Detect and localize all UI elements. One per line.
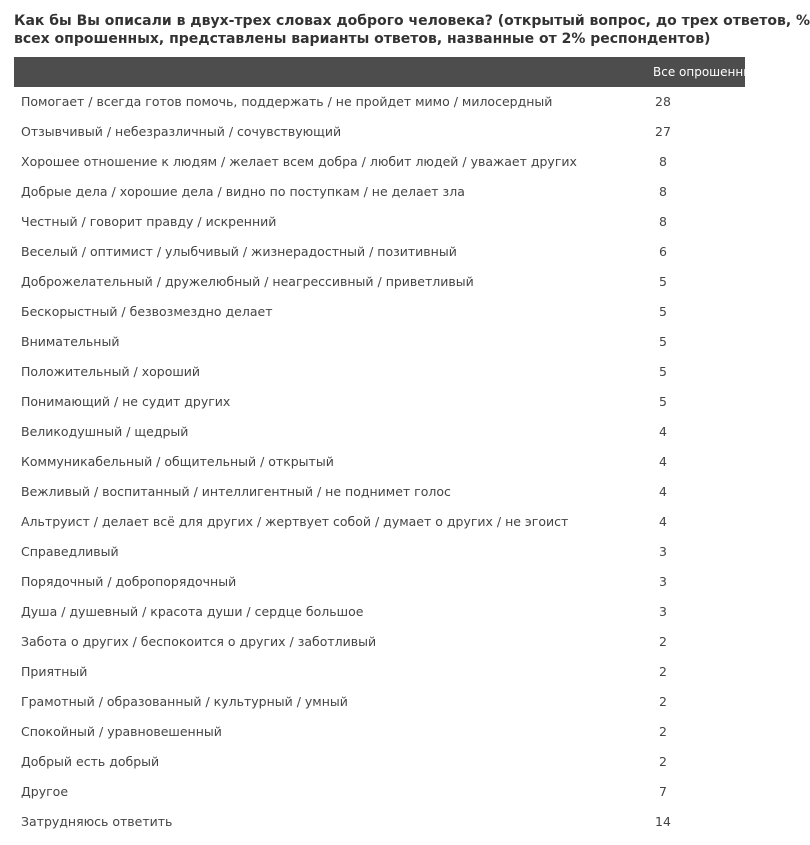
row-value: 8 xyxy=(659,214,667,229)
row-value: 8 xyxy=(659,154,667,169)
table-row xyxy=(14,777,745,807)
row-label: Другое xyxy=(21,784,69,799)
row-value: 3 xyxy=(659,574,667,589)
row-value: 5 xyxy=(659,334,667,349)
table-row xyxy=(14,357,745,387)
table-row xyxy=(14,627,745,657)
row-label: Хорошее отношение к людям / желает всем добра / любит людей / уважает других xyxy=(21,154,577,169)
row-label: Грамотный / образованный / культурный / умный xyxy=(21,694,348,709)
row-value: 4 xyxy=(659,424,667,439)
row-label: Спокойный / уравновешенный xyxy=(21,724,222,739)
table-row xyxy=(14,717,745,747)
table-row xyxy=(14,477,745,507)
table-body xyxy=(14,87,745,837)
row-value: 7 xyxy=(659,784,667,799)
table-row xyxy=(14,147,745,177)
title-line-1: Как бы Вы описали в двух-трех словах доброго человека? (открытый вопрос, до трех ответов, % xyxy=(14,13,810,29)
row-label: Добрый есть добрый xyxy=(21,754,160,769)
row-value: 5 xyxy=(659,394,667,409)
row-label: Коммуникабельный / общительный / открытый xyxy=(21,454,334,469)
row-label: Бескорыстный / безвозмездно делает xyxy=(21,304,273,319)
row-value: 4 xyxy=(659,454,667,469)
row-value: 27 xyxy=(655,124,671,139)
row-value: 2 xyxy=(659,724,667,739)
row-label: Веселый / оптимист / улыбчивый / жизнерадостный / позитивный xyxy=(21,244,457,259)
row-value: 4 xyxy=(659,484,667,499)
row-label: Душа / душевный / красота души / сердце большое xyxy=(21,604,364,619)
row-value: 4 xyxy=(659,514,667,529)
table-row xyxy=(14,447,745,477)
row-label: Великодушный / щедрый xyxy=(21,424,189,439)
table-row xyxy=(14,87,745,117)
row-label: Честный / говорит правду / искренний xyxy=(21,214,277,229)
table-row xyxy=(14,387,745,417)
row-value: 2 xyxy=(659,634,667,649)
table-row xyxy=(14,807,745,837)
row-value: 5 xyxy=(659,364,667,379)
table-row xyxy=(14,207,745,237)
row-label: Понимающий / не судит других xyxy=(21,394,231,409)
row-label: Внимательный xyxy=(21,334,120,349)
row-value: 8 xyxy=(659,184,667,199)
column-header-all-respondents: Все опрошенные xyxy=(653,65,761,79)
row-label: Затрудняюсь ответить xyxy=(21,814,173,829)
table-row xyxy=(14,597,745,627)
row-value: 6 xyxy=(659,244,667,259)
row-label: Справедливый xyxy=(21,544,119,559)
page-title xyxy=(14,12,810,48)
table-row xyxy=(14,657,745,687)
table-header xyxy=(14,57,761,87)
table-row xyxy=(14,747,745,777)
row-value: 3 xyxy=(659,604,667,619)
row-value: 28 xyxy=(655,94,671,109)
table-row xyxy=(14,267,745,297)
row-value: 2 xyxy=(659,694,667,709)
table-row xyxy=(14,507,745,537)
table-row xyxy=(14,417,745,447)
table-row xyxy=(14,117,745,147)
row-label: Доброжелательный / дружелюбный / неагрессивный / приветливый xyxy=(21,274,474,289)
row-value: 14 xyxy=(655,814,671,829)
row-value: 5 xyxy=(659,274,667,289)
row-value: 3 xyxy=(659,544,667,559)
row-label: Отзывчивый / небезразличный / сочувствующий xyxy=(21,124,342,139)
title-line-2: всех опрошенных, представлены варианты ответов, названные от 2% респондентов) xyxy=(14,31,711,47)
table-row xyxy=(14,237,745,267)
row-label: Положительный / хороший xyxy=(21,364,201,379)
row-label: Помогает / всегда готов помочь, поддержать / не пройдет мимо / милосердный xyxy=(21,94,553,109)
table-row xyxy=(14,177,745,207)
row-label: Вежливый / воспитанный / интеллигентный / не поднимет голос xyxy=(21,484,451,499)
row-label: Альтруист / делает всё для других / жертвует собой / думает о других / не эгоист xyxy=(21,514,569,529)
row-label: Добрые дела / хорошие дела / видно по поступкам / не делает зла xyxy=(21,184,465,199)
table-row xyxy=(14,567,745,597)
row-value: 2 xyxy=(659,754,667,769)
row-label: Забота о других / беспокоится о других / заботливый xyxy=(21,634,377,649)
row-value: 2 xyxy=(659,664,667,679)
table-row xyxy=(14,327,745,357)
row-label: Приятный xyxy=(21,664,88,679)
row-value: 5 xyxy=(659,304,667,319)
table-row xyxy=(14,297,745,327)
table-row xyxy=(14,687,745,717)
table-row xyxy=(14,537,745,567)
row-label: Порядочный / добропорядочный xyxy=(21,574,237,589)
